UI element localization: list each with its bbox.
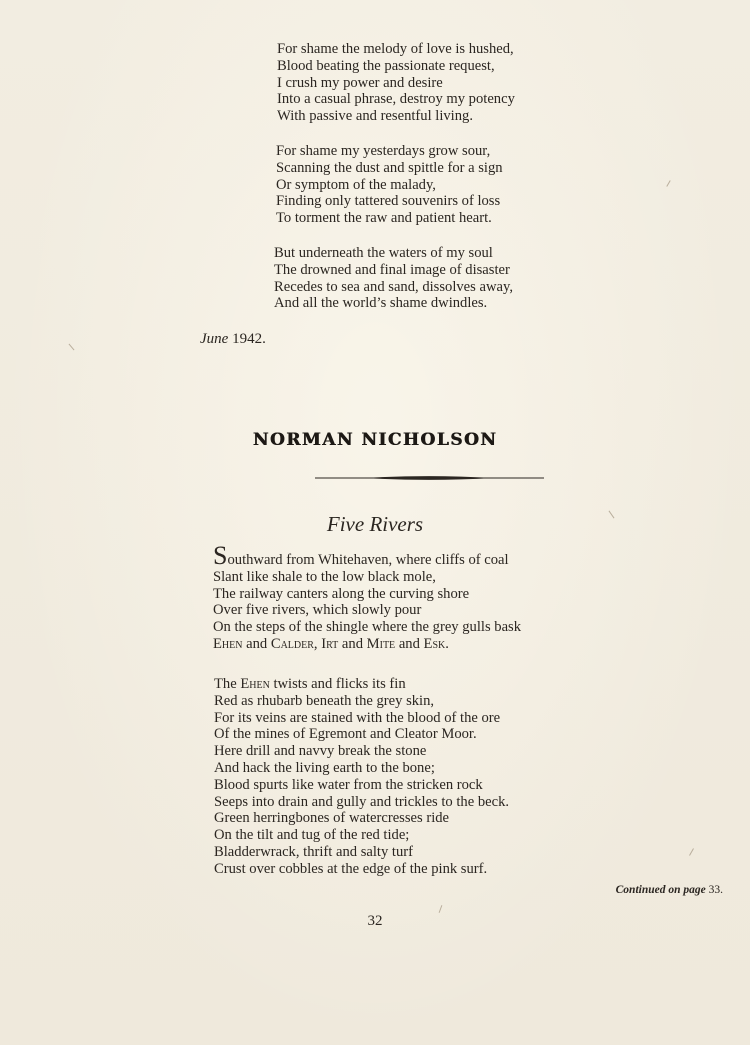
verse-line: Blood spurts like water from the stricken rock (214, 776, 483, 793)
river-name: Mite (366, 635, 396, 652)
verse-line: And hack the living earth to the bone; (214, 759, 435, 776)
verse-text: and (395, 635, 424, 652)
verse-text: twists and flicks its fin (269, 676, 406, 692)
verse-line: The drowned and final image of disaster (274, 261, 510, 278)
poem-stanza-2 (276, 143, 503, 227)
continued-note (616, 884, 723, 896)
verse-text: . (445, 635, 449, 652)
verse-line: The railway canters along the curving shore (213, 585, 470, 602)
author-heading: NORMAN NICHOLSON (252, 430, 498, 450)
verse-line: Of the mines of Egremont and Cleator Moor. (214, 726, 477, 743)
verse-line: Slant like shale to the low black mole, (213, 568, 436, 585)
verse-line (213, 636, 521, 653)
verse-line-text: outhward from Whitehaven, where cliffs of coal (227, 552, 509, 568)
verse-text: , (313, 635, 322, 652)
verse-line: Recedes to sea and sand, dissolves away, (274, 278, 513, 295)
verse-line: On the steps of the shingle where the grey gulls bask (213, 619, 522, 636)
verse-line: Over five rivers, which slowly pour (213, 602, 422, 619)
verse-line: Seeps into drain and gully and trickles to the beck. (214, 793, 510, 810)
verse-text: and (242, 635, 271, 652)
verse-line: I crush my power and desire (277, 74, 443, 91)
verse-line: Green herringbones of watercresses ride (214, 810, 450, 827)
verse-line: Finding only tattered souvenirs of loss (276, 193, 501, 210)
paper-speck (69, 344, 75, 351)
verse-line: Crust over cobbles at the edge of the pink surf. (214, 860, 488, 877)
rule-ornament (315, 472, 544, 484)
verse-line: Here drill and navvy break the stone (214, 743, 427, 760)
date-year: 1942. (232, 331, 266, 347)
continued-page: 33. (705, 884, 723, 896)
verse-line: Into a casual phrase, destroy my potency (277, 91, 515, 108)
page-number: 32 (367, 913, 383, 929)
verse-line: Or symptom of the malady, (276, 176, 436, 193)
verse-line: For shame the melody of love is hushed, (277, 41, 514, 57)
date-month: June (200, 331, 229, 347)
drop-cap: S (213, 541, 228, 570)
river-name: Esk (423, 635, 446, 652)
verse-line: And all the world’s shame dwindles. (274, 295, 488, 312)
paper-speck (666, 180, 670, 187)
poem-date (200, 331, 266, 348)
river-name: Ehen (213, 635, 243, 652)
five-rivers-stanza-1 (213, 541, 522, 653)
verse-line: Red as rhubarb beneath the grey skin, (214, 692, 435, 709)
verse-line: Bladderwrack, thrift and salty turf (214, 843, 413, 860)
poem-title: Five Rivers (326, 512, 424, 536)
poem-stanza-1 (277, 41, 515, 125)
river-name: Ehen (240, 676, 270, 692)
verse-line (213, 541, 521, 570)
paper-speck (439, 905, 443, 913)
verse-line: With passive and resentful living. (277, 108, 473, 125)
continued-label: Continued on page (615, 884, 706, 896)
verse-text: The (214, 676, 241, 692)
verse-line: To torment the raw and patient heart. (276, 210, 492, 227)
verse-line: Scanning the dust and spittle for a sign (276, 159, 503, 176)
five-rivers-stanza-2 (214, 676, 509, 878)
river-name: Irt (321, 635, 339, 652)
river-name: Calder (270, 635, 314, 652)
verse-line: But underneath the waters of my soul (274, 245, 493, 261)
verse-line (214, 676, 509, 693)
verse-line: For shame my yesterdays grow sour, (276, 143, 491, 159)
verse-line: Blood beating the passionate request, (277, 57, 495, 74)
verse-text: and (338, 635, 367, 652)
poem-stanza-3 (274, 245, 513, 312)
verse-line: On the tilt and tug of the red tide; (214, 827, 410, 844)
paper-speck (689, 848, 694, 855)
verse-line: For its veins are stained with the blood of the ore (214, 709, 501, 726)
